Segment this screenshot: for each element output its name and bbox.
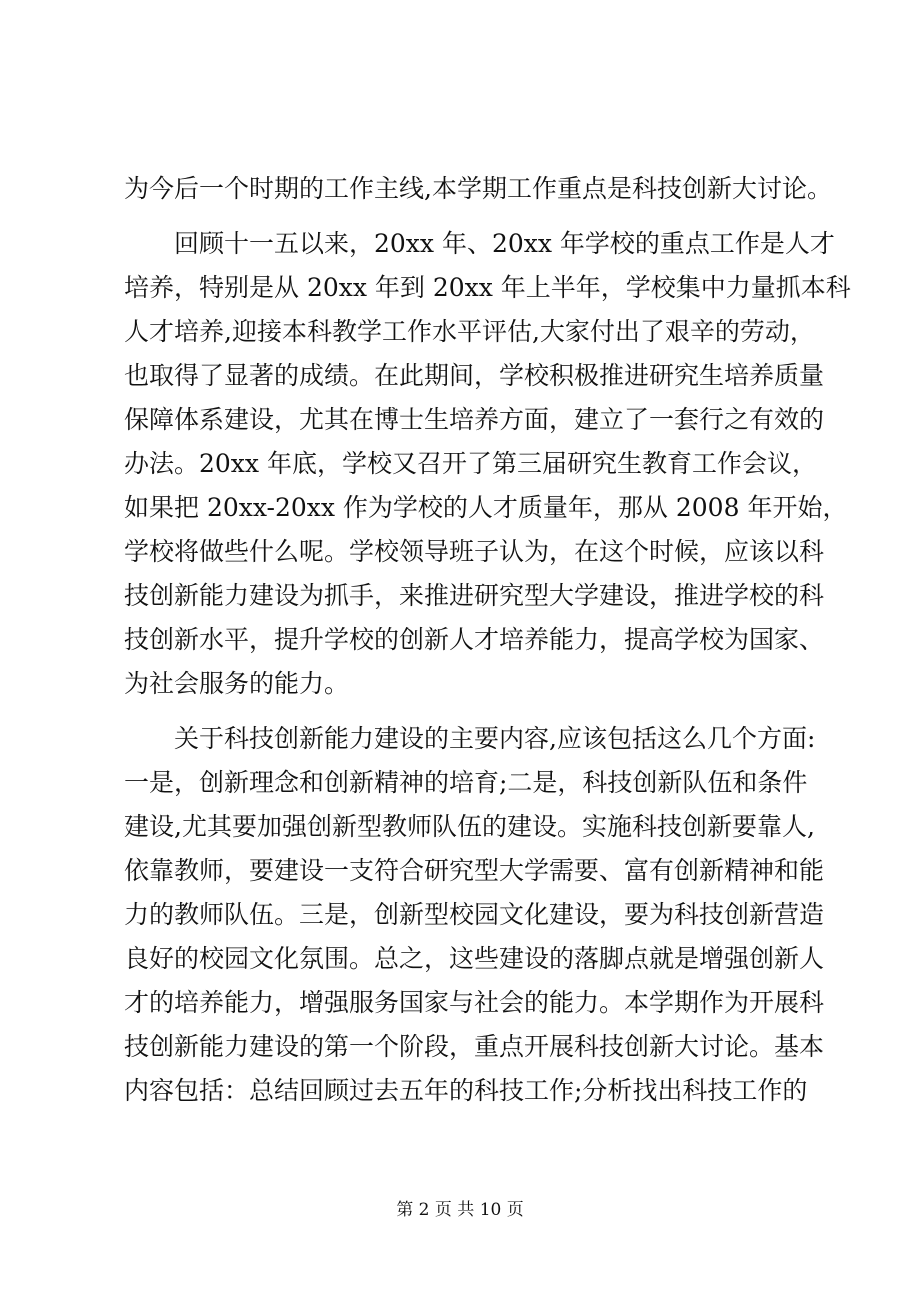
paragraph-start-line: 关于科技创新能力建设的主要内容,应该包括这么几个方面: bbox=[174, 724, 816, 753]
text-line: 一是，创新理念和创新精神的培育;二是，科技创新队伍和条件 bbox=[124, 768, 808, 797]
text-line: 良好的校园文化氛围。总之，这些建设的落脚点就是增强创新人 bbox=[124, 944, 825, 973]
text-line: 技创新能力建设的第一个阶段，重点开展科技创新大讨论。基本 bbox=[124, 1032, 825, 1061]
text-line: 保障体系建设，尤其在博士生培养方面，建立了一套行之有效的 bbox=[124, 405, 825, 434]
text-line: 为社会服务的能力。 bbox=[124, 669, 350, 698]
paragraph-start-line: 回顾十一五以来，20xx 年、20xx 年学校的重点工作是人才 bbox=[174, 229, 835, 258]
page-number-footer: 第 2 页 共 10 页 bbox=[396, 1200, 524, 1220]
text-line: 依靠教师，要建设一支符合研究型大学需要、富有创新精神和能 bbox=[124, 856, 825, 885]
text-line: 培养，特别是从 20xx 年到 20xx 年上半年，学校集中力量抓本科 bbox=[124, 273, 851, 302]
text-line: 力的教师队伍。三是，创新型校园文化建设，要为科技创新营造 bbox=[124, 900, 825, 929]
text-line: 如果把 20xx-20xx 作为学校的人才质量年，那从 2008 年开始， bbox=[124, 493, 848, 522]
text-line: 办法。20xx 年底，学校又召开了第三届研究生教育工作会议， bbox=[124, 449, 817, 478]
text-line: 为今后一个时期的工作主线,本学期工作重点是科技创新大讨论。 bbox=[124, 174, 832, 203]
text-line: 也取得了显著的成绩。在此期间，学校积极推进研究生培养质量 bbox=[124, 361, 825, 390]
text-line: 人才培养,迎接本科教学工作水平评估,大家付出了艰辛的劳动， bbox=[124, 317, 815, 346]
text-line: 内容包括：总结回顾过去五年的科技工作;分析找出科技工作的 bbox=[124, 1076, 808, 1105]
text-line: 才的培养能力，增强服务国家与社会的能力。本学期作为开展科 bbox=[124, 988, 825, 1017]
text-line: 学校将做些什么呢。学校领导班子认为，在这个时候，应该以科 bbox=[124, 537, 825, 566]
text-line: 建设,尤其要加强创新型教师队伍的建设。实施科技创新要靠人, bbox=[124, 812, 815, 841]
text-line: 技创新能力建设为抓手，来推进研究型大学建设，推进学校的科 bbox=[124, 581, 825, 610]
text-line: 技创新水平，提升学校的创新人才培养能力，提高学校为国家、 bbox=[124, 625, 825, 654]
